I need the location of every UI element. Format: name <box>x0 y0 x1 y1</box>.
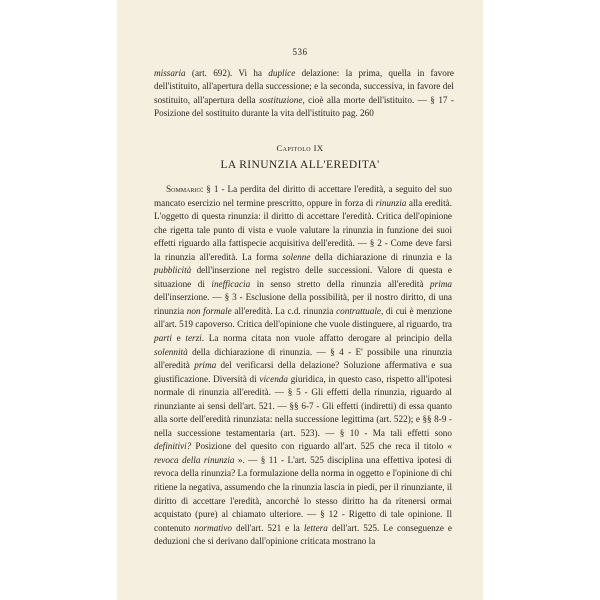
chapter-title: LA RINUNZIA ALL'EREDITA' <box>220 159 380 171</box>
page-number: 536 <box>292 47 308 57</box>
chapter-summary: Sommario: § 1 - La perdita del diritto di accettare l'eredità, a seguito del suo mancato esercizio nel termine prescritto, oppure in forza di rinunzia alla eredità. L'oggetto di questa rinunzia: il diritto di accettare l'eredità. Critica dell'opinione che rigetta tale punto di vista e vuole valutare la rinunzia in funzione dei suoi effetti riguardo alla fattispecie acquisitiva dell'eredità. — § 2 - Come deve farsi la rinunzia all'eredità. La forma solenne della dichiarazione di rinunzia e la pubblicità dell'inserzione nel registro delle successioni. Valore di questa e situazione di inefficacia in senso stretto della rinunzia all'eredità prima dell'inserzione. — § 3 - Esclusione della possibilità, per il nostro diritto, di una rinunzia non formale all'eredità. La c.d. rinunzia contrattuale, di cui è menzione all'art. 519 capoverso. Critica dell'opinione che vuole distinguere, al riguardo, tra parti e terzi. La norma citata non vuole affatto derogare al principio della solennità della dichiarazione di rinunzia. — § 4 - E' possibile una rinunzia all'eredità prima del verificarsi della delazione? Soluzione affermativa e sua giustificazione. Diversità di vicenda giuridica, in questo caso, rispetto all'ipotesi normale di rinunzia all'eredità. — § 5 - Gli effetti della rinunzia, riguardo al rinunziante ai sensi dell'art. 521. — §§ 6-7 - Gli effetti (indiretti) di essa quanto alla sorte dell'eredità rinunziata: nella successione legittima (art. 522); e §§ 8-9 - nella successione testamentaria (art. 523). — § 10 - Ma tali effetti sono definitivi? Posizione del quesito con riguardo all'art. 525 che reca il titolo « revoca della rinunzia ». — § 11 - L'art. 525 disciplina una effettiva ipotesi di revoca della rinunzia? La formulazione della norma in oggetto e l'opinione di chi ritiene la negativa, assumendo che la rinunzia lascia in piedi, per il rinunziante, il diritto di accettare l'eredità, ancorchè lo stesso diritto ha da ritenersi ormai acquistato (pure) al chiamato ulteriore. — § 12 - Rigetto di tale opinione. Il contenuto normativo dell'art. 521 e la lettera dell'art. 525. Le conseguenze e deduzioni che si derivano dall'opinione criticata mostrano la <box>154 184 453 547</box>
book-page <box>117 0 483 600</box>
summary-label: Sommario <box>166 184 201 194</box>
chapter-label: Capitolo IX <box>276 143 324 153</box>
previous-section-text: missaria (art. 692). Vi ha duplice delazione: la prima, quella in favore dell'istituito, all'apertura della successione; e la seconda, successiva, in favore del sostituito, all'apertura della sostituzione, cioè alla morte dell'istituito. — § 17 - Posizione del sostituito durante la vita dell'istituito pag. 260 <box>154 68 455 118</box>
